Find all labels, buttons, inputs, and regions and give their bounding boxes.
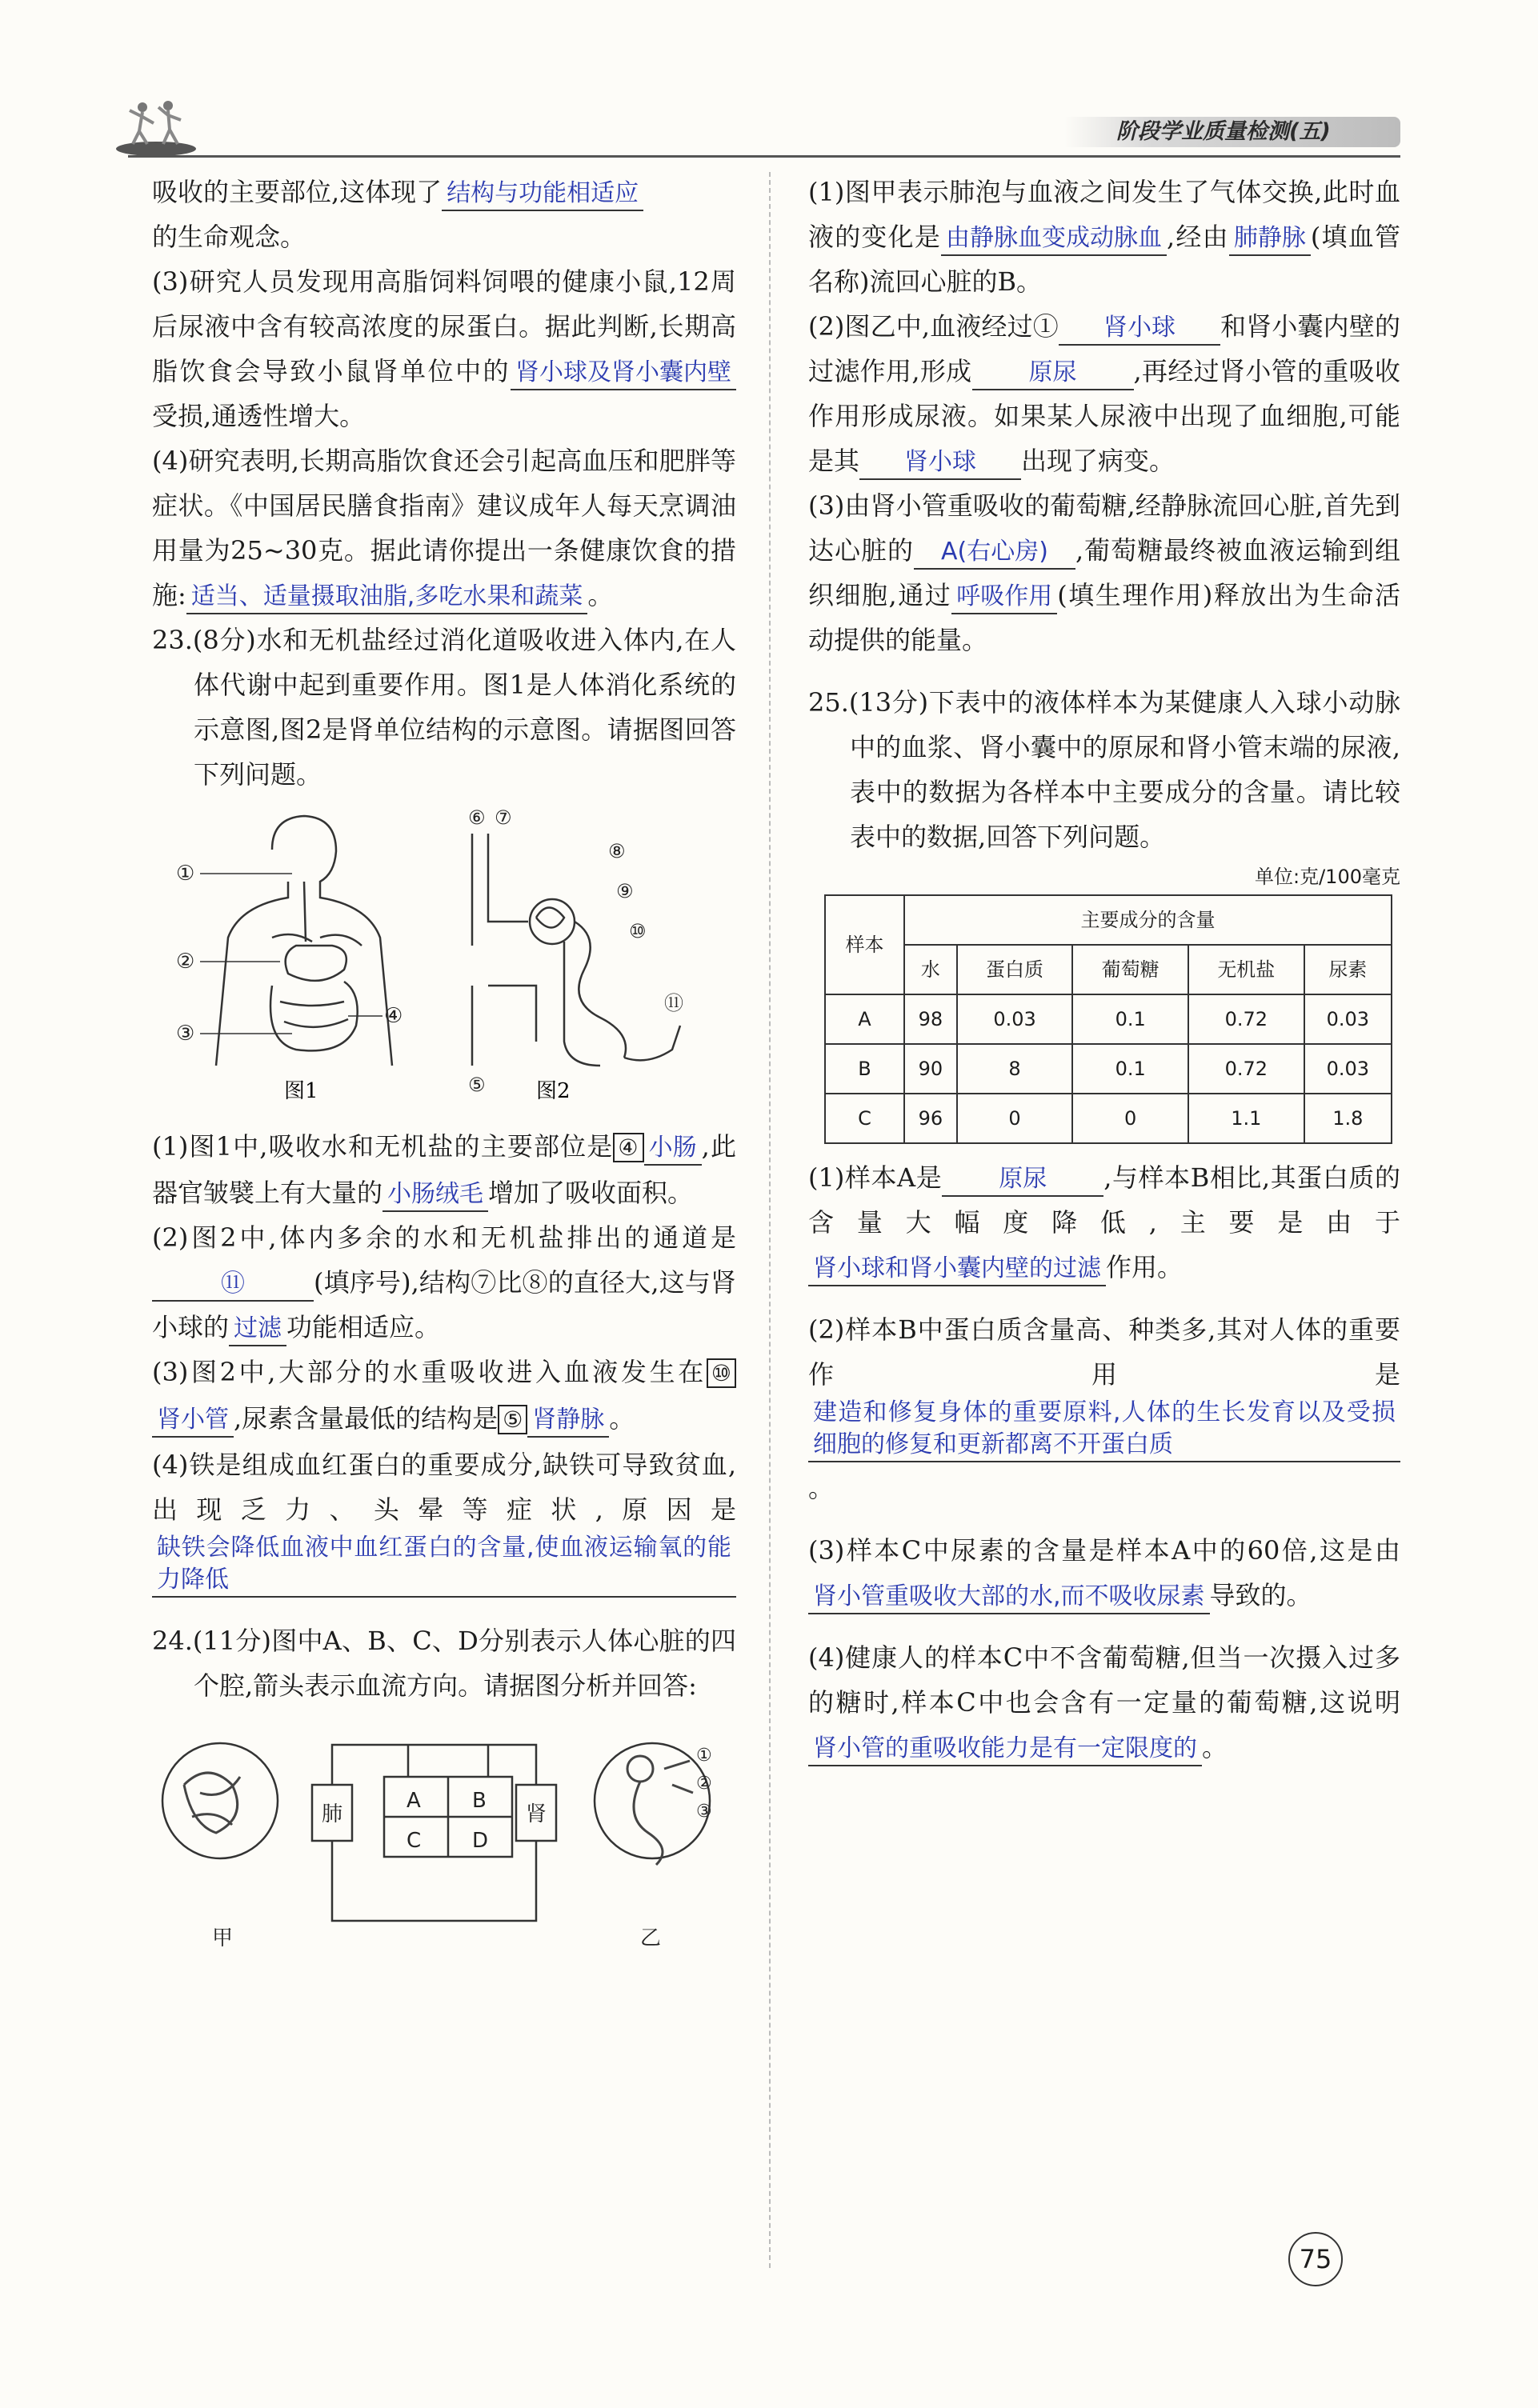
fig2-label-5: ⑤ — [468, 1074, 486, 1096]
answer-blank[interactable]: 结构与功能相适应 — [442, 178, 643, 211]
answer-bracket[interactable]: ④ — [613, 1133, 643, 1162]
page-number: 75 — [1288, 2232, 1343, 2286]
answer-blank[interactable]: 原尿 — [972, 357, 1134, 390]
q23-stem: 23.(8分)水和无机盐经过消化道吸收进入体内,在人体代谢中起到重要作用。图1是人体消化系统的示意图,图2是肾单位结构的示意图。请据图回答下列问题。 — [152, 625, 736, 790]
q23-part2: (2)图2中,体内多余的水和无机盐排出的通道是⑪ (填序号),结构⑦比⑧的直径大,这与肾小球的 过滤 功能相适应。 — [152, 1215, 736, 1350]
answer-bracket[interactable]: ⑤ — [498, 1405, 527, 1434]
answer-blank[interactable]: 小肠 — [644, 1132, 702, 1166]
q24-circulation-diagram — [152, 1713, 736, 1953]
publisher-logo-icon — [112, 96, 200, 160]
table-col-header: 葡萄糖 — [1072, 945, 1188, 994]
answer-bracket[interactable]: ⑩ — [707, 1358, 736, 1388]
chamber-d: D — [472, 1829, 489, 1853]
fig-yi-label: 乙 — [640, 1926, 662, 1950]
q22-part3: (3)研究人员发现用高脂饲料饲喂的健康小鼠,12周后尿液中含有较高浓度的尿蛋白。据此判断,长期高脂饮食会导致小鼠肾单位中的 肾小球及肾小囊内壁受损,通透性增大。 — [152, 266, 736, 431]
q24-part3: (3)由肾小管重吸收的葡萄糖,经静脉流回心脏,首先到达心脏的 A(右心房) ,葡萄糖最终被血液运输到组织细胞,通过 呼吸作用 (填生理作用)释放出为生命活动提供的能量。 — [808, 490, 1400, 655]
q22-line1: 吸收的主要部位,这体现了 结构与功能相适应 的生命观念。 — [152, 170, 736, 259]
answer-blank[interactable]: 肺静脉 — [1229, 222, 1311, 256]
lung-label: 肺 — [322, 1802, 343, 1826]
table-row: B 90 8 0.1 0.72 0.03 — [825, 1044, 1392, 1094]
fig1-label-3: ③ — [176, 1022, 195, 1046]
fig2-label-7: ⑦ — [495, 806, 512, 829]
answer-blank[interactable]: ⑪ — [152, 1268, 314, 1302]
answer-blank[interactable]: 肾小管 — [152, 1404, 234, 1438]
header-rule — [128, 155, 1400, 158]
answer-blank[interactable]: 肾小球 — [1059, 312, 1220, 346]
fig2-label-9: ⑨ — [616, 880, 634, 902]
answer-blank[interactable]: 缺铁会降低血液中血红蛋白的含量,使血液运输氧的能力降低 — [152, 1532, 736, 1598]
answer-blank[interactable]: 由静脉血变成动脉血 — [941, 222, 1167, 256]
table-header-sample: 样本 — [825, 895, 904, 994]
left-column — [152, 170, 736, 1971]
fig2-label-10: ⑩ — [629, 920, 647, 942]
answer-blank[interactable]: 呼吸作用 — [951, 581, 1057, 614]
fig2-label-11: ⑪ — [664, 992, 683, 1014]
answer-blank[interactable]: 肾静脉 — [527, 1404, 609, 1438]
answer-blank[interactable]: 原尿 — [942, 1163, 1103, 1197]
header-title: 阶段学业质量检测(五) — [1116, 119, 1331, 144]
table-unit: 单位:克/100毫克 — [1255, 866, 1400, 888]
table-col-header: 尿素 — [1304, 945, 1392, 994]
q25-part3: (3)样本C中尿素的含量是样本A中的60倍,这是由肾小管重吸收大部的水,而不吸收尿素 导致的。 — [808, 1528, 1400, 1618]
q24-stem: 24.(11分)图中A、B、C、D分别表示人体心脏的四个腔,箭头表示血流方向。请据图分析并回答: — [152, 1626, 736, 1701]
answer-blank[interactable]: 肾小球及肾小囊内壁 — [511, 357, 736, 390]
answer-blank[interactable]: 小肠绒毛 — [382, 1178, 488, 1212]
answer-blank[interactable]: A(右心房) — [914, 536, 1075, 570]
q25-part1: (1)样本A是 原尿 ,与样本B相比,其蛋白质的含量大幅度降低,主要是由于肾小球和肾小囊内壁的过滤 作用。 — [808, 1155, 1400, 1290]
answer-blank[interactable]: 肾小球和肾小囊内壁的过滤 — [808, 1253, 1106, 1286]
answer-blank[interactable]: 建造和修复身体的重要原料,人体的生长发育以及受损细胞的修复和更新都离不开蛋白质 — [808, 1397, 1400, 1462]
fig2-label-8: ⑧ — [608, 840, 626, 862]
q25-part2: (2)样本B中蛋白质含量高、种类多,其对人体的重要作用是建造和修复身体的重要原料,人体的生长发育以及受损细胞的修复和更新都离不开蛋白质。 — [808, 1314, 1400, 1503]
answer-blank[interactable]: 肾小管重吸收大部的水,而不吸收尿素 — [808, 1581, 1210, 1614]
table-col-header: 水 — [904, 945, 957, 994]
answer-blank[interactable]: 过滤 — [229, 1313, 286, 1346]
fig2-nephron — [472, 834, 680, 1066]
answer-blank[interactable]: 肾小球 — [859, 446, 1021, 480]
fig-jia-label: 甲 — [212, 1926, 234, 1950]
chamber-c: C — [407, 1829, 422, 1853]
q25-data-table — [824, 894, 1392, 1144]
q24-part2: (2)图乙中,血液经过① 肾小球 和肾小囊内壁的过滤作用,形成 原尿 ,再经过肾小管的重吸收作用形成尿液。如果某人尿液中出现了血细胞,可能是其 肾小球 出现了病变。 — [808, 304, 1400, 483]
q23-figures — [152, 802, 736, 1106]
lung-alveoli-icon — [184, 1773, 240, 1833]
fig1-label-4: ④ — [384, 1004, 403, 1028]
fig1-label-1: ① — [176, 862, 195, 886]
table-row: A 98 0.03 0.1 0.72 0.03 — [825, 994, 1392, 1044]
q23-part3: (3)图2中,大部分的水重吸收进入血液发生在 ⑩肾小管 ,尿素含量最低的结构是 ⑤ 肾静脉 。 — [152, 1350, 736, 1442]
fig2-labels — [468, 806, 683, 1096]
circ-label-3: ③ — [696, 1802, 712, 1822]
fig1-caption: 图1 — [284, 1079, 318, 1103]
kidney-label: 肾 — [526, 1802, 547, 1826]
fig2-caption: 图2 — [536, 1079, 571, 1103]
q25-stem: 25.(13分)下表中的液体样本为某健康人入球小动脉中的血浆、肾小囊中的原尿和肾小管末端的尿液,表中的数据为各样本中主要成分的含量。请比较表中的数据,回答下列问题。 — [808, 687, 1400, 852]
answer-blank[interactable]: 适当、适量摄取油脂,多吃水果和蔬菜 — [186, 581, 588, 614]
answer-blank[interactable]: 肾小管的重吸收能力是有一定限度的 — [808, 1733, 1202, 1766]
q23-part4: (4)铁是组成血红蛋白的重要成分,缺铁可导致贫血,出现乏力、头晕等症状,原因是缺铁会降低血液中血红蛋白的含量,使血液运输氧的能力降低 — [152, 1442, 736, 1601]
column-divider — [769, 172, 771, 2268]
chamber-b: B — [472, 1789, 487, 1813]
fig1-labels — [176, 862, 403, 1046]
fig1-label-2: ② — [176, 950, 195, 974]
fig1-digestive-system — [216, 816, 392, 1066]
circ-label-2: ② — [696, 1774, 712, 1794]
table-header-group: 主要成分的含量 — [904, 895, 1392, 945]
table-col-header: 无机盐 — [1188, 945, 1304, 994]
fig2-label-6: ⑥ — [468, 806, 486, 829]
right-column — [808, 170, 1400, 1770]
table-row: C 96 0 0 1.1 1.8 — [825, 1094, 1392, 1143]
circ-label-1: ① — [696, 1746, 712, 1766]
chamber-a: A — [407, 1789, 421, 1813]
q24-part1: (1)图甲表示肺泡与血液之间发生了气体交换,此时血液的变化是 由静脉血变成动脉血 ,经由 肺静脉 (填血管名称)流回心脏的B。 — [808, 177, 1400, 297]
table-col-header: 蛋白质 — [957, 945, 1073, 994]
q22-part4: (4)研究表明,长期高脂饮食还会引起高血压和肥胖等症状。《中国居民膳食指南》建议成年人每天烹调油用量为25~30克。据此请你提出一条健康饮食的措施: 适当、适量摄取油脂,多吃水果和蔬菜 。 — [152, 438, 736, 618]
q23-part1: (1)图1中,吸收水和无机盐的主要部位是 ④ 小肠 ,此器官皱襞上有大量的 小肠绒毛 增加了吸收面积。 — [152, 1124, 736, 1215]
q25-part4: (4)健康人的样本C中不含葡萄糖,但当一次摄入过多的糖时,样本C中也会含有一定量的葡萄糖,这说明肾小管的重吸收能力是有一定限度的 。 — [808, 1635, 1400, 1770]
